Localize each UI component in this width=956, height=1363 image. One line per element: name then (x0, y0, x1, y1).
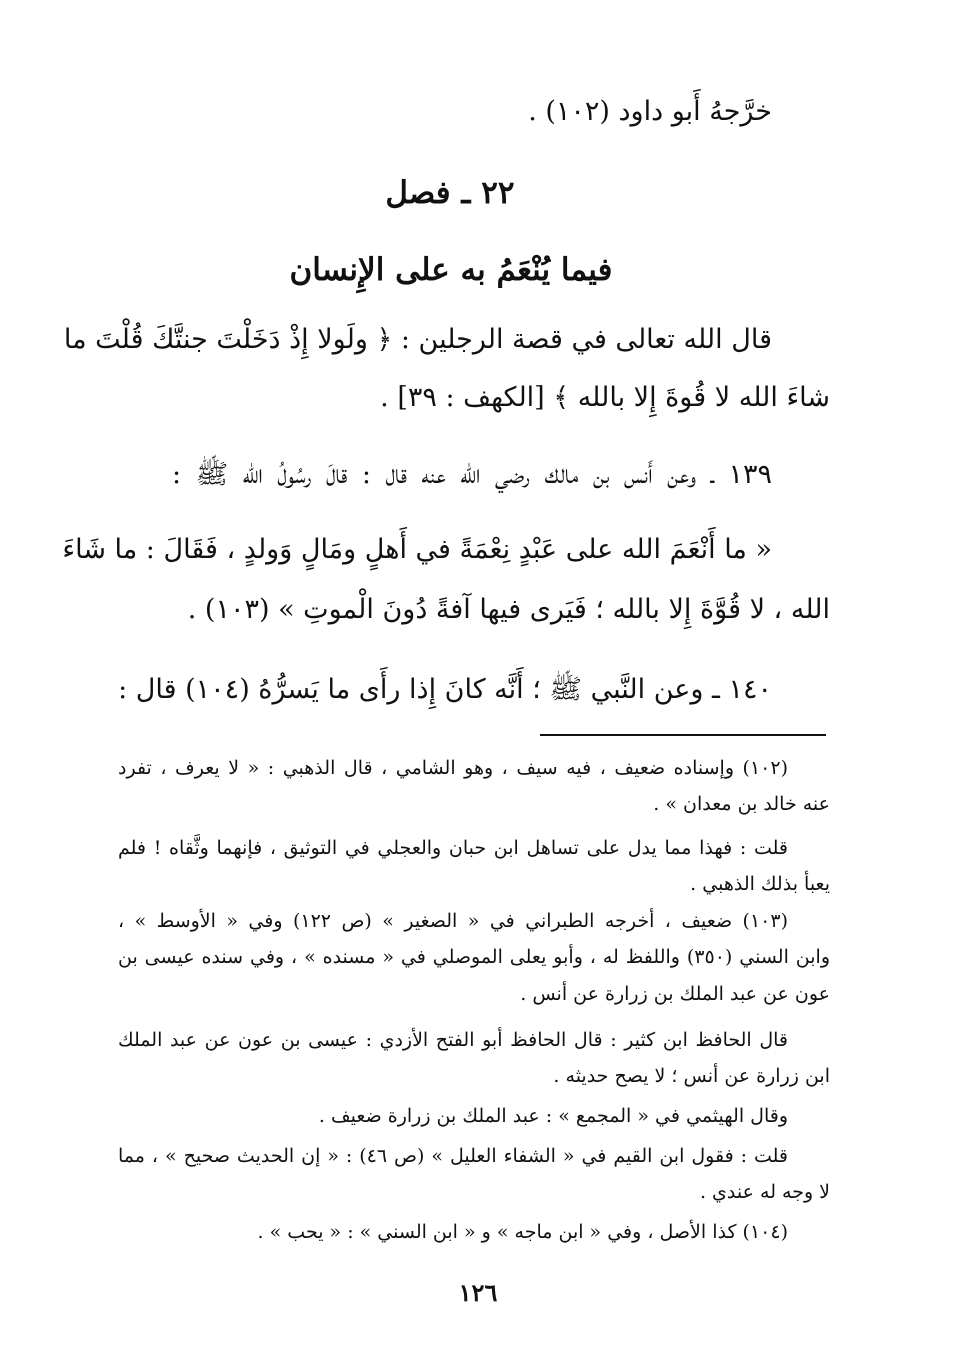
paragraph-1-line-2: شاءَ الله لا قُوةَ إِلا بالله ﴾ [الكهف : ٣٩] . (380, 382, 830, 413)
footnote-line: ابن زرارة عن أنس ؛ لا يصح حديثه . (553, 1065, 830, 1087)
footnote-line: عنه خالد بن معدان » . (653, 793, 830, 815)
footnote-line: يعبأ بذلك الذهبي . (690, 873, 830, 895)
footnote-line: عون عن عبد الملك بن زرارة عن أنس . (520, 983, 830, 1005)
section-subheading: فيما يُنْعَمُ به على الإِنسان (289, 252, 613, 288)
footnote-line: (١٠٤) كذا الأصل ، وفي « ابن ماجه » و « ابن السني » : « يحب » . (257, 1221, 788, 1243)
footnote-line: قلت : فهذا مما يدل على تساهل ابن حبان والعجلي في التوثيق ، فإنهما وثَّقاه ! فلم (118, 837, 788, 859)
footnote-line: (١٠٣) ضعيف ، أخرجه الطبراني في « الصغير » (ص ١٢٢) وفي « الأوسط » ، (118, 910, 788, 932)
hadith-140-line-1: ١٤٠ ـ وعن النَّبي ﷺ ؛ أَنَّه كانَ إِذا رأَى ما يَسرُّهُ (١٠٤) قال : (118, 674, 772, 705)
footnote-line: وابن السني (٣٥٠) واللفظ له ، وأبو يعلى الموصلي في « مسنده » ، وفي سنده عيسى بن (118, 946, 830, 968)
footnote-line: قلت : فقول ابن القيم في « الشفاء العليل » (ص ٤٦) : « إن الحديث صحيح » ، مما (118, 1145, 788, 1167)
footnote-line: لا وجه له عندي . (699, 1181, 830, 1203)
footnote-line: (١٠٢) وإسناده ضعيف ، فيه سيف ، وهو الشامي ، قال الذهبي : « لا يعرف ، تفرد (118, 757, 788, 779)
page-number: ١٢٦ (458, 1278, 498, 1307)
hadith-139-line-1: ١٣٩ ـ وعن أَنس بن مالك رضي الله عنه قال : قالَ رسُولُ الله ﷺ : (172, 459, 772, 490)
hadith-139-line-3: الله ، لا قُوَّةَ إِلا بالله ؛ فَيَرى فيها آفةً دُونَ الْموتِ » (١٠٣) . (187, 594, 830, 625)
footnote-separator (540, 734, 826, 736)
section-heading: ٢٢ ـ فصل (385, 175, 515, 211)
hadith-139-line-2: « ما أَنْعَمَ الله على عَبْدٍ نِعْمَةً في أَهلٍ ومَالٍ وَولدٍ ، فَقَالَ : ما شَاءَ (62, 534, 772, 565)
footnote-line: وقال الهيثمي في « المجمع » : عبد الملك بن زرارة ضعيف . (318, 1105, 788, 1127)
top-line: خرَّجهُ أَبو داود (١٠٢) . (528, 96, 772, 127)
paragraph-1-line-1: قال الله تعالى في قصة الرجلين : ﴿ ولَولا إِذْ دَخَلْتَ جنتَّكَ قُلْتَ ما (63, 324, 772, 355)
footnote-line: قال الحافظ ابن كثير : قال الحافظ أبو الفتح الأزدي : عيسى بن عون عن عبد الملك (118, 1029, 788, 1051)
